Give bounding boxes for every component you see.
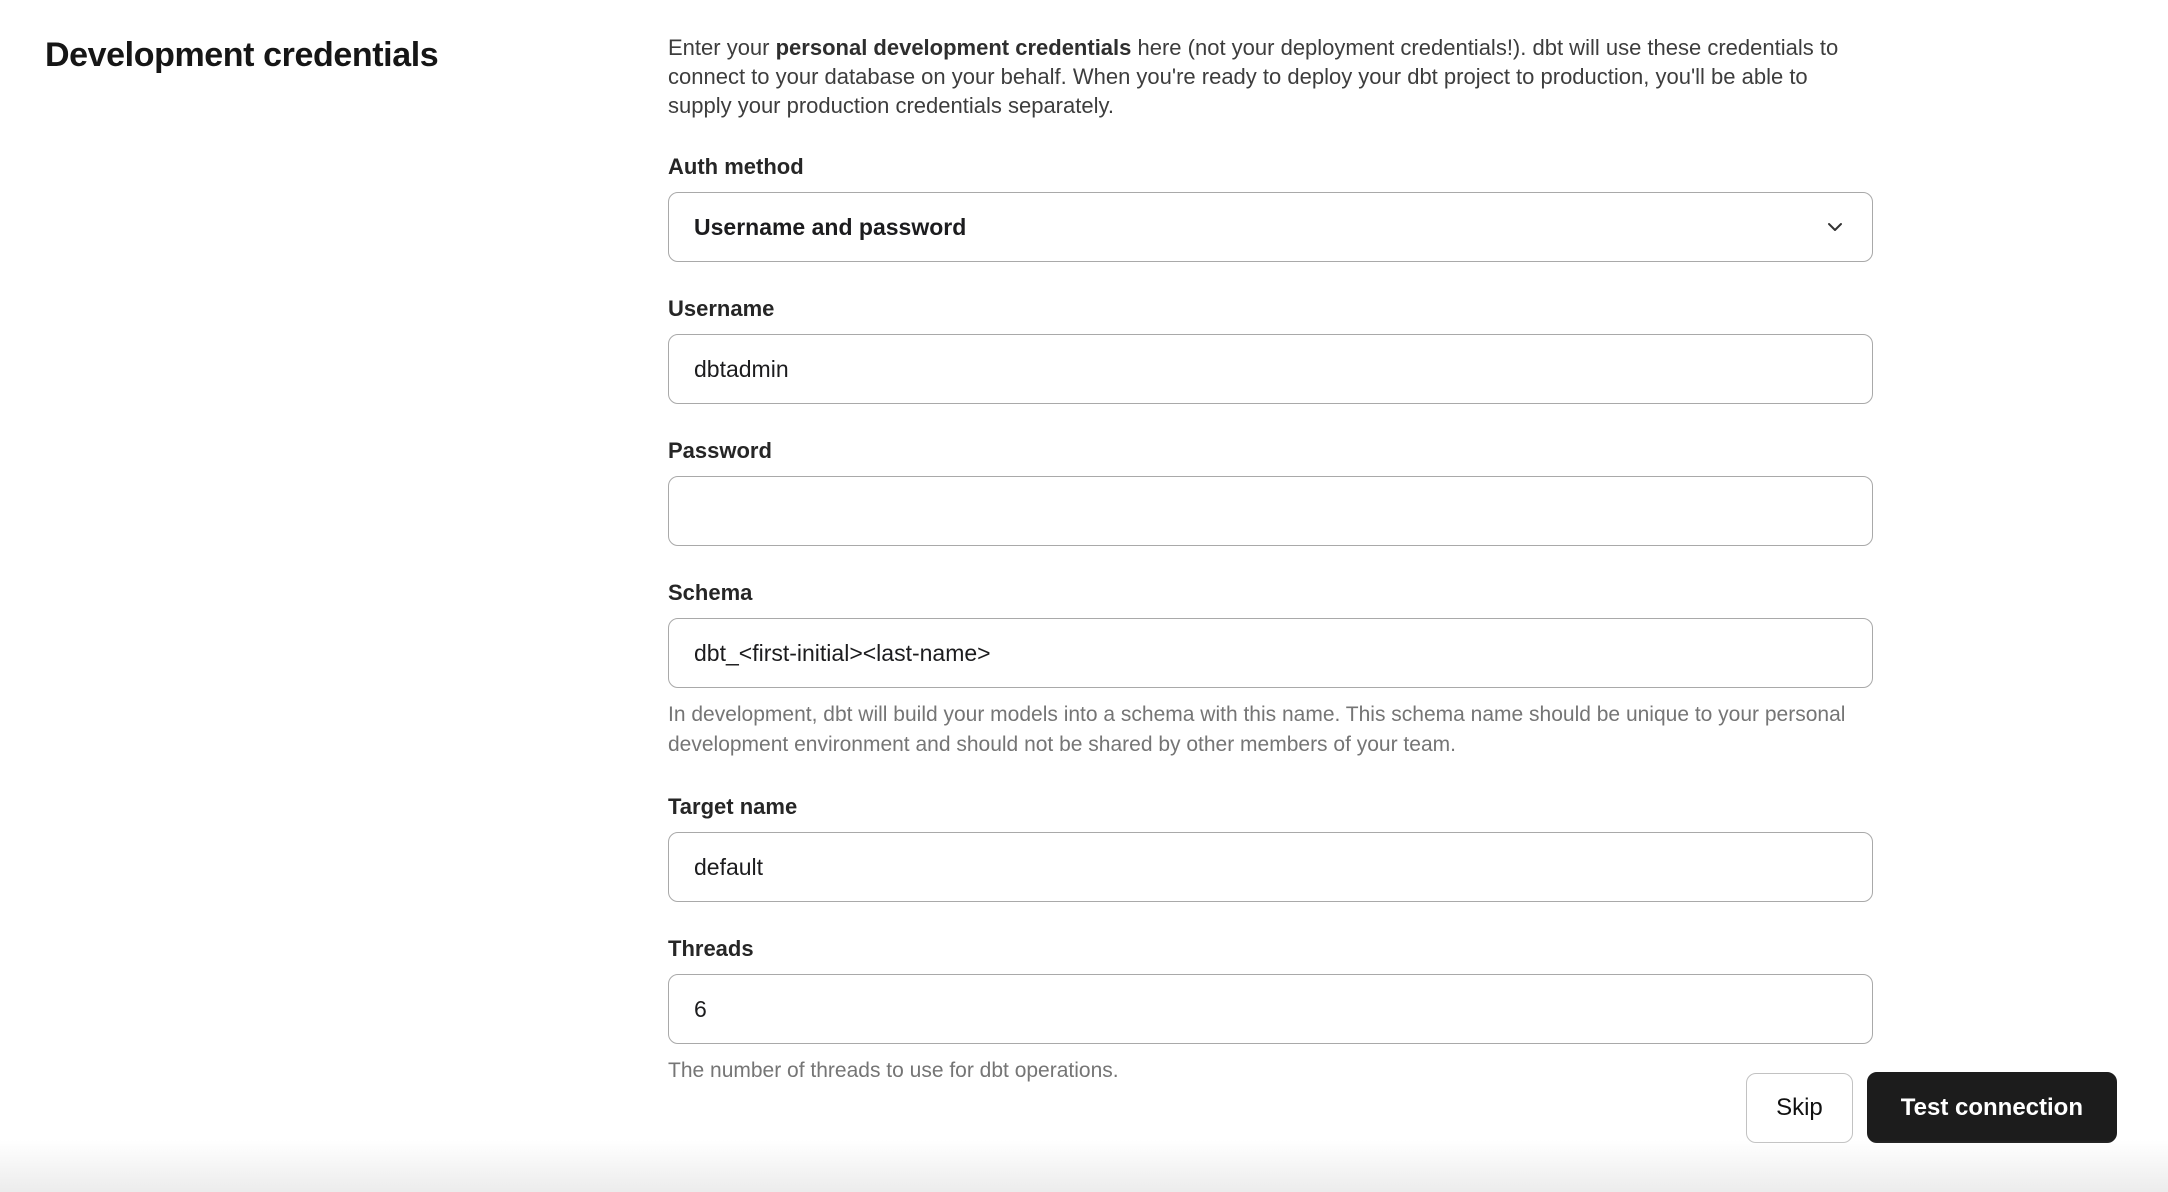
credentials-description	[668, 33, 1873, 120]
username-input[interactable]	[668, 334, 1873, 404]
threads-field	[668, 936, 1873, 1086]
description-bold: personal development credentials	[775, 35, 1132, 60]
threads-label: Threads	[668, 936, 754, 961]
auth-method-selected-value: Username and password	[694, 213, 967, 240]
description-suffix: here (not your deployment credentials!). dbt will use these credentials to connect to your database on your behalf. When you're ready to deploy your dbt project to production, you'll be able to supply your production credentials separately.	[668, 35, 1839, 118]
password-field	[668, 438, 1873, 546]
schema-label: Schema	[668, 580, 753, 605]
target-name-input[interactable]	[668, 832, 1873, 902]
title-column	[45, 30, 668, 75]
username-label: Username	[668, 296, 775, 321]
schema-helper-text: In development, dbt will build your models into a schema with this name. This schema name should be unique to your personal development environment and should not be shared by other members of your team.	[668, 703, 1846, 756]
password-label: Password	[668, 438, 772, 463]
description-prefix: Enter your	[668, 35, 776, 60]
threads-helper-text: The number of threads to use for dbt operations.	[668, 1059, 1119, 1082]
auth-method-select[interactable]	[668, 192, 1873, 262]
bottom-gradient	[0, 1140, 2168, 1192]
schema-field	[668, 580, 1873, 760]
password-input[interactable]	[668, 476, 1873, 546]
target-name-label: Target name	[668, 794, 798, 819]
form-actions	[1746, 1072, 2117, 1143]
chevron-down-icon	[1824, 216, 1846, 238]
target-name-field	[668, 794, 1873, 902]
schema-input[interactable]	[668, 618, 1873, 688]
username-field	[668, 296, 1873, 404]
credentials-form	[668, 30, 1873, 1086]
skip-button[interactable]: Skip	[1746, 1073, 1853, 1143]
auth-method-label: Auth method	[668, 154, 804, 179]
threads-input[interactable]	[668, 974, 1873, 1044]
auth-method-field	[668, 154, 1873, 262]
test-connection-button[interactable]: Test connection	[1867, 1072, 2117, 1143]
page-title: Development credentials	[45, 36, 439, 74]
